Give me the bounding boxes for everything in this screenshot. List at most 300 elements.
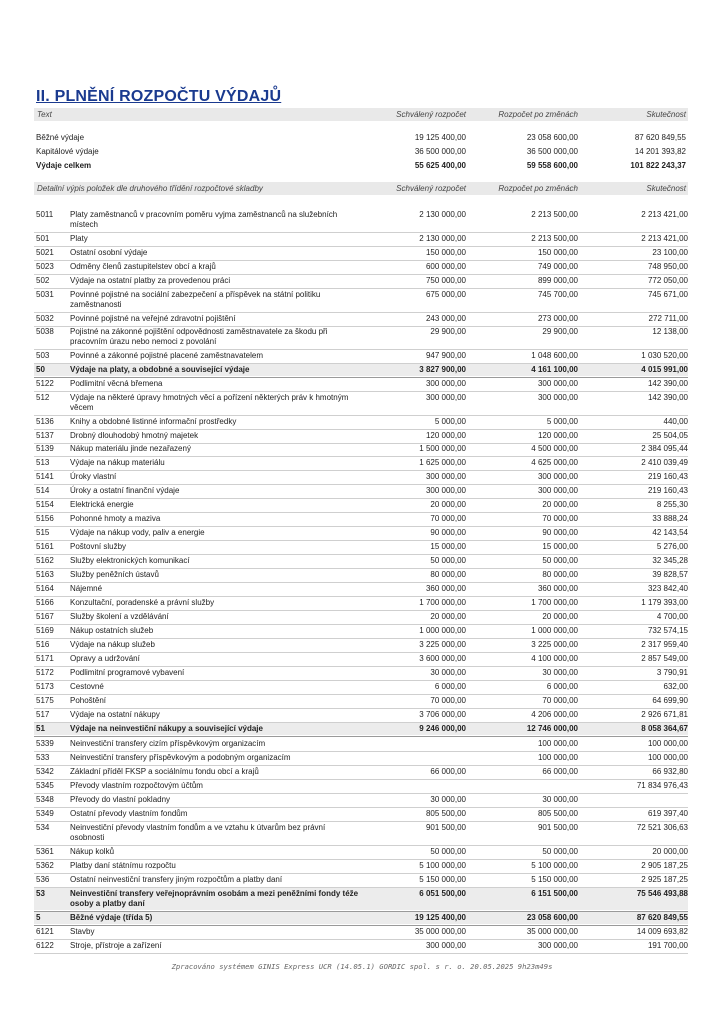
detail-row <box>34 471 688 483</box>
item-actual: 619 397,40 <box>647 809 688 818</box>
detail-row <box>34 794 688 806</box>
item-actual: 732 574,15 <box>647 626 688 635</box>
item-description: Pohoštění <box>70 696 107 705</box>
item-code: 6122 <box>36 941 54 950</box>
item-description: Poštovní služby <box>70 542 127 551</box>
item-description: Výdaje na platy, a obdobné a související výdaje <box>70 365 250 374</box>
item-description: Výdaje na nákup vody, paliv a energie <box>70 528 205 537</box>
item-description: Povinné pojistné na sociální zabezpečení a příspěvek na státní politiku zaměstnanosti <box>70 290 321 309</box>
item-approved: 3 600 000,00 <box>419 654 466 663</box>
detail-row <box>34 681 688 693</box>
item-description: Stavby <box>70 927 95 936</box>
detail-row <box>34 416 688 428</box>
detail-row <box>34 392 688 414</box>
item-actual: 12 138,00 <box>652 327 688 336</box>
item-actual: 1 030 520,00 <box>641 351 688 360</box>
item-approved: 19 125 400,00 <box>414 913 466 922</box>
item-actual: 66 932,80 <box>652 767 688 776</box>
summary-col-approved: Schválený rozpočet <box>396 110 466 119</box>
item-description: Platby daní státnímu rozpočtu <box>70 861 176 870</box>
item-description: Knihy a obdobné listinné informační prostředky <box>70 417 237 426</box>
item-after-changes: 2 213 500,00 <box>531 210 578 219</box>
item-approved: 5 000,00 <box>434 417 466 426</box>
detail-row <box>34 209 688 231</box>
item-after-changes: 300 000,00 <box>537 379 578 388</box>
item-actual: 219 160,43 <box>647 486 688 495</box>
detail-row <box>34 569 688 581</box>
detail-row <box>34 639 688 651</box>
item-actual: 23 100,00 <box>652 248 688 257</box>
item-code: 5023 <box>36 262 54 271</box>
item-code: 5154 <box>36 500 54 509</box>
item-approved: 1 700 000,00 <box>419 598 466 607</box>
detail-row <box>34 709 688 721</box>
item-code: 5161 <box>36 542 54 551</box>
item-actual: 632,00 <box>663 682 688 691</box>
item-code: 51 <box>36 724 45 733</box>
item-code: 513 <box>36 458 50 467</box>
item-after-changes: 35 000 000,00 <box>526 927 578 936</box>
item-description: Stroje, přístroje a zařízení <box>70 941 162 950</box>
detail-row <box>34 430 688 442</box>
summary-label: Běžné výdaje <box>36 133 85 142</box>
item-code: 5173 <box>36 682 54 691</box>
item-actual: 42 143,54 <box>652 528 688 537</box>
summary-actual: 87 620 849,55 <box>634 133 686 142</box>
detail-row <box>34 926 688 938</box>
item-after-changes: 2 213 500,00 <box>531 234 578 243</box>
detail-row <box>34 485 688 497</box>
item-approved: 5 100 000,00 <box>419 861 466 870</box>
item-actual: 323 842,40 <box>647 584 688 593</box>
item-actual: 3 790,91 <box>656 668 688 677</box>
item-approved: 70 000,00 <box>430 696 466 705</box>
item-code: 5339 <box>36 739 54 748</box>
item-description: Neinvestiční převody vlastním fondům a ve vztahu k útvarům bez právní osobnosti <box>70 823 326 842</box>
item-after-changes: 805 500,00 <box>537 809 578 818</box>
item-after-changes: 4 161 100,00 <box>531 365 578 374</box>
summary-col-actual: Skutečnost <box>646 110 686 119</box>
item-actual: 87 620 849,55 <box>636 913 688 922</box>
detail-row <box>34 667 688 679</box>
item-actual: 2 905 187,25 <box>641 861 688 870</box>
item-code: 5156 <box>36 514 54 523</box>
item-actual: 745 671,00 <box>647 290 688 299</box>
detail-row <box>34 378 688 390</box>
item-after-changes: 66 000,00 <box>542 767 578 776</box>
detail-row <box>34 261 688 273</box>
item-actual: 2 213 421,00 <box>641 210 688 219</box>
item-actual: 272 711,00 <box>648 314 688 323</box>
item-description: Nákup kolků <box>70 847 115 856</box>
item-after-changes: 50 000,00 <box>542 847 578 856</box>
item-after-changes: 6 151 500,00 <box>531 889 578 898</box>
item-actual: 748 950,00 <box>647 262 688 271</box>
item-actual: 2 384 095,44 <box>641 444 688 453</box>
item-description: Výdaje na nákup materiálu <box>70 458 165 467</box>
item-approved: 70 000,00 <box>430 514 466 523</box>
item-after-changes: 20 000,00 <box>542 612 578 621</box>
item-description: Cestovné <box>70 682 104 691</box>
summary-col-text: Text <box>37 110 52 119</box>
detail-row <box>34 695 688 707</box>
summary-after-changes: 23 058 600,00 <box>526 133 578 142</box>
detail-row <box>34 499 688 511</box>
item-approved: 300 000,00 <box>425 393 466 402</box>
item-approved: 50 000,00 <box>430 847 466 856</box>
item-description: Elektrická energie <box>70 500 134 509</box>
item-code: 5 <box>36 913 41 922</box>
item-approved: 360 000,00 <box>425 584 466 593</box>
item-approved: 300 000,00 <box>425 486 466 495</box>
detail-row <box>34 738 688 750</box>
item-after-changes: 5 150 000,00 <box>531 875 578 884</box>
item-after-changes: 15 000,00 <box>542 542 578 551</box>
summary-actual: 101 822 243,37 <box>630 161 686 170</box>
item-code: 5169 <box>36 626 54 635</box>
item-actual: 2 857 549,00 <box>641 654 688 663</box>
detail-row <box>34 625 688 637</box>
item-code: 5139 <box>36 444 54 453</box>
item-after-changes: 3 225 000,00 <box>531 640 578 649</box>
item-code: 503 <box>36 351 50 360</box>
item-actual: 1 179 393,00 <box>641 598 688 607</box>
detail-subtotal-row <box>34 364 688 376</box>
item-actual: 8 255,30 <box>656 500 688 509</box>
item-after-changes: 23 058 600,00 <box>526 913 578 922</box>
item-after-changes: 100 000,00 <box>537 753 578 762</box>
item-after-changes: 273 000,00 <box>537 314 578 323</box>
item-description: Pojistné na zákonné pojištění odpovědnosti zaměstnavatele za škodu při pracovním úrazu nebo nemoci z povolání <box>70 327 328 346</box>
item-code: 5163 <box>36 570 54 579</box>
item-after-changes: 30 000,00 <box>542 795 578 804</box>
item-after-changes: 1 000 000,00 <box>531 626 578 635</box>
detail-row <box>34 247 688 259</box>
summary-label: Kapitálové výdaje <box>36 147 99 156</box>
item-description: Podlimitní programové vybavení <box>70 668 185 677</box>
detail-row <box>34 611 688 623</box>
item-approved: 15 000,00 <box>430 542 466 551</box>
item-description: Neinvestiční transfery příspěvkovým a podobným organizacím <box>70 753 291 762</box>
item-code: 6121 <box>36 927 54 936</box>
item-after-changes: 300 000,00 <box>537 472 578 481</box>
item-approved: 3 706 000,00 <box>419 710 466 719</box>
summary-header <box>34 108 688 121</box>
item-code: 5021 <box>36 248 54 257</box>
item-description: Povinné pojistné na veřejné zdravotní pojištění <box>70 314 236 323</box>
detail-row <box>34 822 688 844</box>
item-actual: 25 504,05 <box>652 431 688 440</box>
item-approved: 150 000,00 <box>425 248 466 257</box>
item-approved: 750 000,00 <box>425 276 466 285</box>
item-actual: 33 888,24 <box>652 514 688 523</box>
item-code: 502 <box>36 276 50 285</box>
item-approved: 29 900,00 <box>430 327 466 336</box>
item-description: Služby peněžních ústavů <box>70 570 159 579</box>
detail-col-after-changes: Rozpočet po změnách <box>498 184 578 193</box>
detail-row <box>34 808 688 820</box>
item-actual: 440,00 <box>663 417 688 426</box>
item-actual: 20 000,00 <box>652 847 688 856</box>
detail-row <box>34 350 688 362</box>
item-approved: 300 000,00 <box>425 379 466 388</box>
item-code: 512 <box>36 393 50 402</box>
item-approved: 947 900,00 <box>425 351 466 360</box>
detail-row <box>34 583 688 595</box>
item-code: 5342 <box>36 767 54 776</box>
item-approved: 50 000,00 <box>430 556 466 565</box>
detail-row <box>34 780 688 792</box>
detail-row <box>34 457 688 469</box>
item-code: 5031 <box>36 290 54 299</box>
item-approved: 675 000,00 <box>425 290 466 299</box>
item-actual: 14 009 693,82 <box>636 927 688 936</box>
detail-col-approved: Schválený rozpočet <box>396 184 466 193</box>
item-actual: 71 834 976,43 <box>636 781 688 790</box>
item-approved: 300 000,00 <box>425 941 466 950</box>
detail-row <box>34 752 688 764</box>
item-actual: 219 160,43 <box>647 472 688 481</box>
footer: Zpracováno systémem GINIS Express UCR (14.05.1) GORDIC spol. s r. o. 20.05.2025 9h23m49s <box>171 962 553 971</box>
item-actual: 2 925 187,25 <box>641 875 688 884</box>
item-approved: 3 827 900,00 <box>419 365 466 374</box>
item-actual: 2 317 959,40 <box>641 640 688 649</box>
detail-row <box>34 766 688 778</box>
detail-col-actual: Skutečnost <box>646 184 686 193</box>
item-description: Výdaje na některé úpravy hmotných věcí a pořízení některých práv k hmotným věcem <box>70 393 349 412</box>
item-description: Nákup ostatních služeb <box>70 626 154 635</box>
item-approved: 1 500 000,00 <box>419 444 466 453</box>
item-after-changes: 4 500 000,00 <box>531 444 578 453</box>
item-approved: 243 000,00 <box>425 314 466 323</box>
item-after-changes: 50 000,00 <box>542 556 578 565</box>
detail-row <box>34 541 688 553</box>
detail-row <box>34 653 688 665</box>
item-actual: 772 050,00 <box>647 276 688 285</box>
item-code: 5162 <box>36 556 54 565</box>
detail-row <box>34 233 688 245</box>
item-actual: 2 213 421,00 <box>641 234 688 243</box>
item-code: 5175 <box>36 696 54 705</box>
page-title: II. PLNĚNÍ ROZPOČTU VÝDAJŮ <box>36 88 282 105</box>
item-code: 5136 <box>36 417 54 426</box>
item-description: Platy zaměstnanců v pracovním poměru vyjma zaměstnanců na služebních místech <box>70 210 338 229</box>
item-code: 517 <box>36 710 50 719</box>
item-actual: 4 700,00 <box>656 612 688 621</box>
item-actual: 100 000,00 <box>647 739 688 748</box>
item-description: Služby elektronických komunikací <box>70 556 190 565</box>
item-actual: 5 276,00 <box>656 542 688 551</box>
detail-row <box>34 275 688 287</box>
item-after-changes: 749 000,00 <box>537 262 578 271</box>
detail-subtotal-row <box>34 888 688 910</box>
item-description: Běžné výdaje (třída 5) <box>70 913 153 922</box>
item-approved: 20 000,00 <box>430 612 466 621</box>
detail-row <box>34 874 688 886</box>
detail-subtotal-row <box>34 723 688 735</box>
item-actual: 75 546 493,88 <box>636 889 688 898</box>
item-code: 5032 <box>36 314 54 323</box>
item-code: 5361 <box>36 847 54 856</box>
item-actual: 2 410 039,49 <box>641 458 688 467</box>
item-description: Základní příděl FKSP a sociálnímu fondu obcí a krajů <box>70 767 259 776</box>
item-after-changes: 30 000,00 <box>542 668 578 677</box>
item-approved: 300 000,00 <box>425 472 466 481</box>
item-code: 5122 <box>36 379 54 388</box>
item-code: 533 <box>36 753 50 762</box>
item-actual: 64 699,90 <box>652 696 688 705</box>
item-code: 501 <box>36 234 50 243</box>
item-after-changes: 5 100 000,00 <box>531 861 578 870</box>
item-code: 5166 <box>36 598 54 607</box>
item-approved: 1 000 000,00 <box>419 626 466 635</box>
item-approved: 5 150 000,00 <box>419 875 466 884</box>
item-after-changes: 100 000,00 <box>537 739 578 748</box>
item-approved: 3 225 000,00 <box>419 640 466 649</box>
item-description: Úroky a ostatní finanční výdaje <box>70 486 180 495</box>
item-after-changes: 70 000,00 <box>542 514 578 523</box>
item-approved: 35 000 000,00 <box>414 927 466 936</box>
item-code: 5137 <box>36 431 54 440</box>
item-code: 5011 <box>36 210 54 219</box>
item-approved: 2 130 000,00 <box>419 210 466 219</box>
item-description: Pohonné hmoty a maziva <box>70 514 161 523</box>
item-description: Povinné a zákonné pojistné placené zaměstnavatelem <box>70 351 264 360</box>
item-code: 50 <box>36 365 45 374</box>
item-after-changes: 300 000,00 <box>537 393 578 402</box>
detail-row <box>34 940 688 952</box>
summary-col-after-changes: Rozpočet po změnách <box>498 110 578 119</box>
item-description: Výdaje na ostatní platby za provedenou práci <box>70 276 231 285</box>
summary-approved: 36 500 000,00 <box>414 147 466 156</box>
item-approved: 901 500,00 <box>425 823 466 832</box>
item-after-changes: 29 900,00 <box>542 327 578 336</box>
item-actual: 142 390,00 <box>647 393 688 402</box>
item-approved: 9 246 000,00 <box>419 724 466 733</box>
item-after-changes: 1 700 000,00 <box>531 598 578 607</box>
item-after-changes: 300 000,00 <box>537 486 578 495</box>
item-code: 516 <box>36 640 50 649</box>
detail-row <box>34 313 688 325</box>
summary-approved: 55 625 400,00 <box>414 161 466 170</box>
item-approved: 600 000,00 <box>425 262 466 271</box>
item-code: 5038 <box>36 327 54 336</box>
detail-row <box>34 289 688 311</box>
item-code: 5167 <box>36 612 54 621</box>
item-code: 5345 <box>36 781 54 790</box>
item-approved: 6 000,00 <box>434 682 466 691</box>
item-approved: 1 625 000,00 <box>419 458 466 467</box>
item-after-changes: 70 000,00 <box>542 696 578 705</box>
item-actual: 8 058 364,67 <box>641 724 688 733</box>
detail-subtotal-row <box>34 912 688 924</box>
detail-row <box>34 527 688 539</box>
item-approved: 30 000,00 <box>430 795 466 804</box>
item-actual: 100 000,00 <box>647 753 688 762</box>
item-approved: 120 000,00 <box>425 431 466 440</box>
summary-approved: 19 125 400,00 <box>414 133 466 142</box>
item-description: Ostatní osobní výdaje <box>70 248 148 257</box>
summary-after-changes: 59 558 600,00 <box>526 161 578 170</box>
detail-row <box>34 860 688 872</box>
item-after-changes: 4 625 000,00 <box>531 458 578 467</box>
item-description: Platy <box>70 234 88 243</box>
item-description: Ostatní převody vlastním fondům <box>70 809 188 818</box>
item-actual: 32 345,28 <box>652 556 688 565</box>
detail-row <box>34 326 688 348</box>
item-approved: 20 000,00 <box>430 500 466 509</box>
summary-label: Výdaje celkem <box>36 161 92 170</box>
item-after-changes: 6 000,00 <box>546 682 578 691</box>
item-actual: 191 700,00 <box>647 941 688 950</box>
item-code: 5172 <box>36 668 54 677</box>
detail-row <box>34 555 688 567</box>
item-description: Úroky vlastní <box>70 472 117 481</box>
item-after-changes: 4 100 000,00 <box>531 654 578 663</box>
item-approved: 80 000,00 <box>430 570 466 579</box>
row-divider <box>34 953 688 954</box>
item-description: Výdaje na neinvestiční nákupy a související výdaje <box>70 724 263 733</box>
item-actual: 4 015 991,00 <box>641 365 688 374</box>
item-code: 5348 <box>36 795 54 804</box>
summary-actual: 14 201 393,82 <box>634 147 686 156</box>
detail-header <box>34 182 688 195</box>
item-code: 514 <box>36 486 50 495</box>
item-after-changes: 90 000,00 <box>542 528 578 537</box>
item-after-changes: 899 000,00 <box>537 276 578 285</box>
item-description: Výdaje na nákup služeb <box>70 640 155 649</box>
item-after-changes: 1 048 600,00 <box>531 351 578 360</box>
item-approved: 66 000,00 <box>430 767 466 776</box>
item-after-changes: 4 206 000,00 <box>531 710 578 719</box>
item-after-changes: 901 500,00 <box>537 823 578 832</box>
item-actual: 39 828,57 <box>652 570 688 579</box>
summary-after-changes: 36 500 000,00 <box>526 147 578 156</box>
item-approved: 30 000,00 <box>430 668 466 677</box>
item-code: 5141 <box>36 472 54 481</box>
item-description: Nákup materiálu jinde nezařazený <box>70 444 191 453</box>
item-after-changes: 150 000,00 <box>537 248 578 257</box>
item-code: 534 <box>36 823 50 832</box>
item-after-changes: 12 746 000,00 <box>526 724 578 733</box>
row-divider <box>34 736 688 737</box>
item-approved: 6 051 500,00 <box>419 889 466 898</box>
item-actual: 72 521 306,63 <box>636 823 688 832</box>
item-after-changes: 745 700,00 <box>537 290 578 299</box>
item-description: Drobný dlouhodobý hmotný majetek <box>70 431 199 440</box>
item-description: Opravy a udržování <box>70 654 140 663</box>
detail-row <box>34 513 688 525</box>
item-code: 5164 <box>36 584 54 593</box>
item-description: Odměny členů zastupitelstev obcí a krajů <box>70 262 216 271</box>
item-description: Služby školení a vzdělávání <box>70 612 169 621</box>
item-description: Převody do vlastní pokladny <box>70 795 171 804</box>
item-description: Konzultační, poradenské a právní služby <box>70 598 215 607</box>
item-description: Neinvestiční transfery veřejnoprávním osobám a mezi peněžními fondy téže osoby a platby daní <box>70 889 359 908</box>
detail-col-text: Detailní výpis položek dle druhového třídění rozpočtové skladby <box>37 184 263 193</box>
item-after-changes: 80 000,00 <box>542 570 578 579</box>
item-approved: 2 130 000,00 <box>419 234 466 243</box>
item-description: Nájemné <box>70 584 103 593</box>
item-code: 53 <box>36 889 45 898</box>
item-code: 536 <box>36 875 50 884</box>
item-description: Neinvestiční transfery cizím příspěvkovým organizacím <box>70 739 266 748</box>
item-code: 515 <box>36 528 50 537</box>
item-after-changes: 20 000,00 <box>542 500 578 509</box>
item-actual: 142 390,00 <box>647 379 688 388</box>
detail-row <box>34 846 688 858</box>
item-description: Výdaje na ostatní nákupy <box>70 710 160 719</box>
